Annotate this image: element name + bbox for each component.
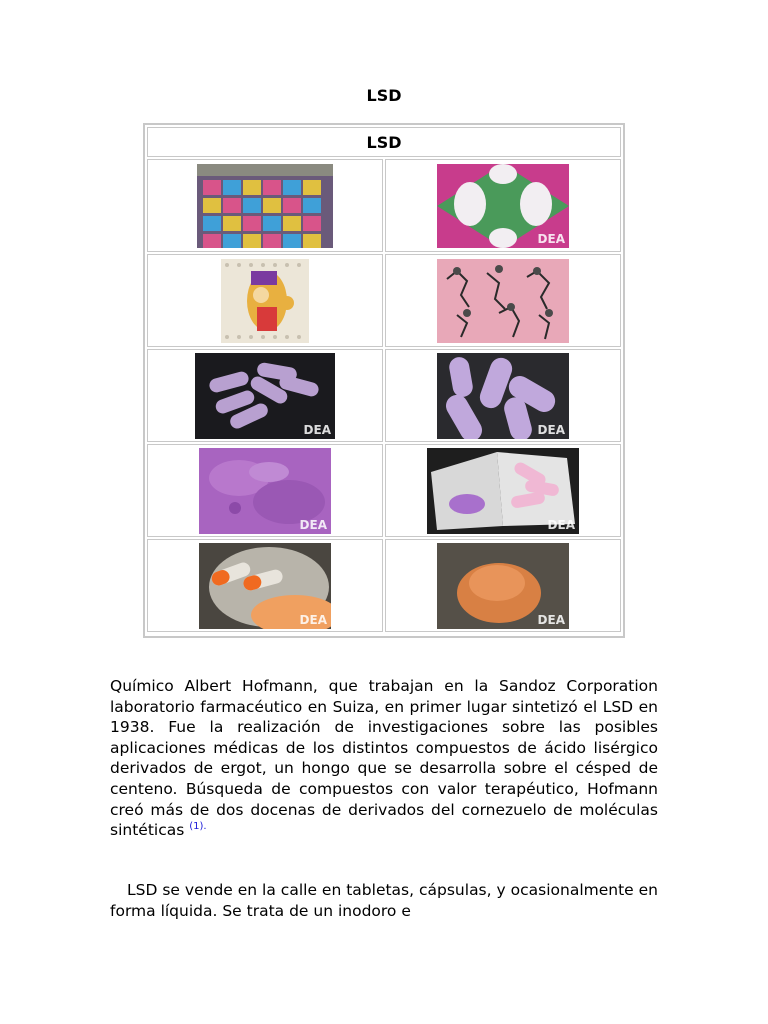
blotter-squares-image: [197, 164, 333, 248]
orange-capsules-powder-image: [199, 543, 331, 629]
table-cell: [147, 159, 383, 252]
table-cell: [385, 159, 621, 252]
table-cell: [147, 349, 383, 442]
paragraph-street-forms: LSD se vende en la calle en tabletas, cápsulas, y ocasionalmente en forma líquida. Se trata de un inodoro e: [110, 881, 658, 920]
dea-watermark: DEA: [547, 517, 575, 532]
image-table: [143, 123, 625, 638]
table-cell: [385, 349, 621, 442]
orange-powder-pile-image: [437, 543, 569, 629]
paragraph-history-text: Químico Albert Hofmann, que trabajan en la Sandoz Corporation laboratorio farmacéutico en Suiza, en primer lugar sintetizó el LSD en 1938. Fue la realización de investigaciones sobre las posibles aplicaciones médicas de los distintos compuestos de ácido lisérgico derivados de ergot, un hongo que se desarrolla sobre el césped de centeno. Búsqueda de compuestos con valor terapéutico, Hofmann creó más de dos docenas de derivados del cornezuelo de moléculas sintéticas: [110, 677, 658, 840]
dea-watermark: DEA: [299, 612, 327, 627]
cartoon-character-blotter-image: [221, 259, 309, 343]
footnote-link[interactable]: (1).: [189, 821, 207, 832]
table-cell: [385, 539, 621, 632]
table-cell: [147, 254, 383, 347]
pink-cartoon-blotter-image: [437, 164, 569, 248]
dea-watermark: DEA: [299, 517, 327, 532]
capsules-in-tray-image: [427, 448, 579, 534]
table-header: LSD: [147, 127, 621, 157]
pink-figures-blotter-image: [437, 259, 569, 343]
dea-watermark: DEA: [537, 231, 565, 246]
page-title: LSD: [366, 86, 402, 105]
purple-powder-image: [199, 448, 331, 534]
lavender-capsules-image: [195, 353, 335, 439]
dea-watermark: DEA: [537, 422, 565, 437]
paragraph-history: [110, 676, 658, 841]
table-cell: [147, 539, 383, 632]
dea-watermark: DEA: [537, 612, 565, 627]
image-grid: [147, 159, 621, 632]
lavender-capsules-closeup-image: [437, 353, 569, 439]
table-cell: [385, 254, 621, 347]
table-cell: [385, 444, 621, 537]
dea-watermark: DEA: [303, 422, 331, 437]
table-cell: [147, 444, 383, 537]
